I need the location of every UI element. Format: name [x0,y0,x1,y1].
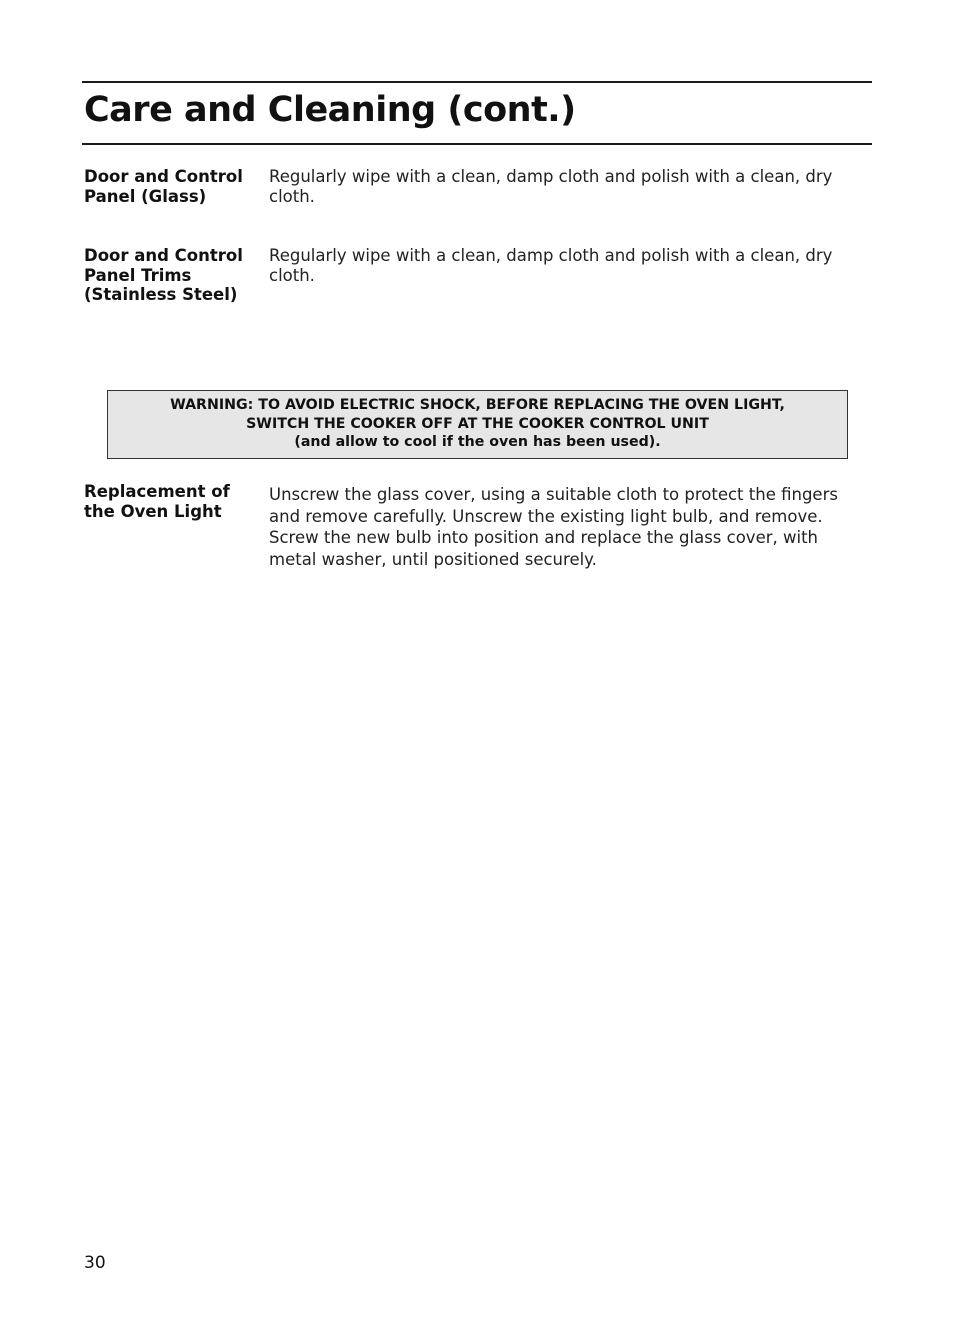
section-body: Unscrew the glass cover, using a suitable cloth to protect the fingers and remove carefully. Unscrew the existing light bulb, and remove. Screw the new bulb into position and replace the glass cover, with metal washer, until positioned securely. [269,485,838,570]
section-label-line: Replacement of [84,482,230,501]
section-label [84,167,259,206]
section-body: Regularly wipe with a clean, damp cloth and polish with a clean, dry cloth. [269,246,833,285]
section-label [84,482,259,521]
section-body: Regularly wipe with a clean, damp cloth and polish with a clean, dry cloth. [269,167,833,206]
warning-line: (and allow to cool if the oven has been used). [294,434,661,450]
warning-box [107,390,848,459]
section-label-line: Door and Control [84,246,243,265]
section-label [84,246,259,305]
warning-line: WARNING: TO AVOID ELECTRIC SHOCK, BEFORE REPLACING THE OVEN LIGHT, [170,397,785,413]
section-label-line: Panel (Glass) [84,186,207,206]
title-top-rule [82,81,872,83]
page-number: 30 [84,1253,106,1273]
section-label-line: the Oven Light [84,501,222,521]
section-label-line: (Stainless Steel) [84,285,238,305]
section-label-line: Door and Control [84,167,243,186]
title-bottom-rule [82,143,872,145]
section-label-line: Panel Trims [84,265,192,285]
warning-line: SWITCH THE COOKER OFF AT THE COOKER CONTROL UNIT [246,415,709,432]
page-title: Care and Cleaning (cont.) [84,90,576,130]
